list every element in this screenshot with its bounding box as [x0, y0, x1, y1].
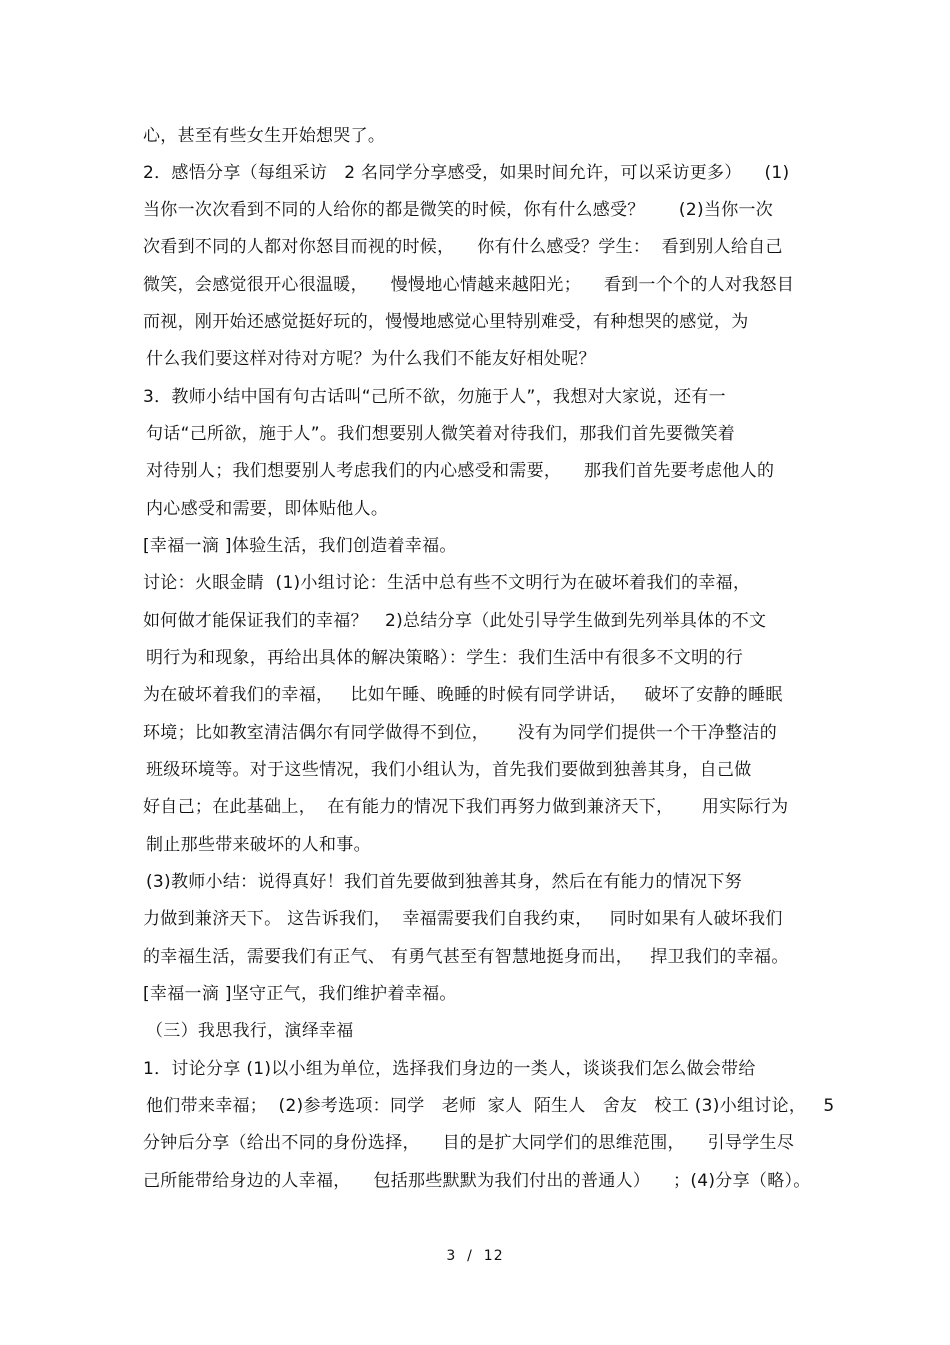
text-line: 己所能带给身边的人幸福， 包括那些默默为我们付出的普通人） ；(4)分享（略）。 — [143, 1171, 811, 1191]
text-line: 句话“己所欲，施于人”。我们想要别人微笑着对待我们，那我们首先要微笑着 — [146, 424, 736, 444]
text-line: [幸福一滴 ]坚守正气，我们维护着幸福。 — [143, 984, 457, 1004]
text-line: 内心感受和需要，即体贴他人。 — [146, 499, 389, 519]
text-line: 为在破坏着我们的幸福， 比如午睡、晚睡的时候有同学讲话， 破坏了安静的睡眠 — [143, 685, 783, 705]
text-line: 讨论：火眼金睛 (1)小组讨论：生活中总有些不文明行为在破坏着我们的幸福， — [143, 573, 751, 593]
text-line: 他们带来幸福； (2)参考选项：同学 老师 家人 陌生人 舍友 校工 (3)小组讨论， 5 — [146, 1096, 835, 1116]
text-line: [幸福一滴 ]体验生活，我们创造着幸福。 — [143, 536, 457, 556]
text-line: 当你一次次看到不同的人给你的都是微笑的时候，你有什么感受？ (2)当你一次 — [143, 200, 774, 220]
text-line: 1．讨论分享 (1)以小组为单位，选择我们身边的一类人，谈谈我们怎么做会带给 — [143, 1059, 756, 1079]
text-line: 的幸福生活，需要我们有正气、 有勇气甚至有智慧地挺身而出， 捍卫我们的幸福。 — [143, 947, 789, 967]
text-line: 次看到不同的人都对你怒目而视的时候， 你有什么感受？学生： 看到别人给自己 — [143, 237, 783, 257]
text-line: (3)教师小结：说得真好！我们首先要做到独善其身，然后在有能力的情况下努 — [146, 872, 742, 892]
text-line: 而视，刚开始还感觉挺好玩的，慢慢地感觉心里特别难受，有种想哭的感觉，为 — [143, 312, 749, 332]
page-number: 3 / 12 — [446, 1248, 504, 1264]
text-line: 心，甚至有些女生开始想哭了。 — [143, 126, 386, 146]
text-line: 2．感悟分享（每组采访 2 名同学分享感受，如果时间允许，可以采访更多） (1) — [143, 163, 790, 183]
text-line: 班级环境等。对于这些情况，我们小组认为，首先我们要做到独善其身，自己做 — [146, 760, 752, 780]
text-line: 对待别人；我们想要别人考虑我们的内心感受和需要， 那我们首先要考虑他人的 — [146, 461, 775, 481]
text-line: 如何做才能保证我们的幸福？ 2)总结分享（此处引导学生做到先列举具体的不文 — [143, 611, 767, 631]
text-line: 制止那些带来破坏的人和事。 — [146, 835, 371, 855]
text-line: 力做到兼济天下。 这告诉我们， 幸福需要我们自我约束， 同时如果有人破坏我们 — [143, 909, 783, 929]
text-line: 什么我们要这样对待对方呢？为什么我们不能友好相处呢？ — [146, 349, 596, 369]
text-line: 好自己；在此基础上， 在有能力的情况下我们再努力做到兼济天下， 用实际行为 — [143, 797, 789, 817]
text-line: （三）我思我行，演绎幸福 — [146, 1021, 354, 1041]
text-line: 明行为和现象，再给出具体的解决策略）：学生：我们生活中有很多不文明的行 — [146, 648, 743, 668]
text-line: 微笑，会感觉很开心很温暖， 慢慢地心情越来越阳光； 看到一个个的人对我怒目 — [143, 275, 795, 295]
text-line: 3．教师小结中国有句古话叫“己所不欲，勿施于人”，我想对大家说，还有一 — [143, 387, 726, 407]
text-line: 分钟后分享（给出不同的身份选择， 目的是扩大同学们的思维范围， 引导学生尽 — [143, 1133, 795, 1153]
text-line: 环境；比如教室清洁偶尔有同学做得不到位， 没有为同学们提供一个干净整洁的 — [143, 723, 778, 743]
